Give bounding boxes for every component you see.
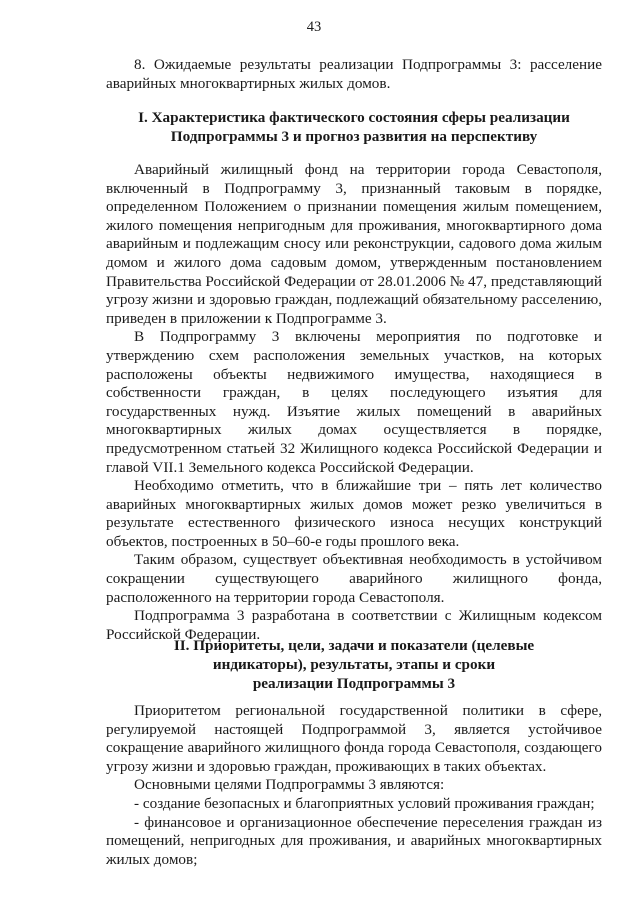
- goal-list-item: - создание безопасных и благоприятных условий проживания граждан;: [134, 794, 595, 812]
- section2-paragraph: Основными целями Подпрограммы 3 являются:: [134, 776, 445, 794]
- section1-heading: [106, 108, 602, 146]
- page-number: 43: [306, 19, 322, 35]
- section1-paragraph: Необходимо отметить, что в ближайшие три – пять лет количество аварийных многоквартирных жилых домов может резко увеличиться в результате естественного физического износа несущих конструкций объектов, построенных в 50–60-е годы прошлого века.: [106, 477, 602, 550]
- section1-body: [106, 161, 602, 644]
- goal-list-item: - финансовое и организационное обеспечение переселения граждан из помещений, непригодных для проживания, и аварийных многоквартирных жилых домов;: [106, 813, 602, 868]
- section1-paragraph: В Подпрограмму 3 включены мероприятия по подготовке и утверждению схем расположения земельных участков, на которых расположены объекты недвижимого имущества, находящиеся в собственности граждан, в целях последующего изъятия для государственных нужд. Изъятие жилых помещений в аварийных многоквартирных жилых домах осуществляется в порядке, предусмотренном статьей 32 Жилищного кодекса Российской Федерации и главой VII.1 Земельного кодекса Российской Федерации.: [106, 328, 602, 476]
- section2-body: [106, 702, 602, 869]
- section2-title-line1: II. Приоритеты, цели, задачи и показатели (целевые: [173, 637, 535, 654]
- intro-block: [106, 56, 602, 93]
- section1-title-line1: I. Характеристика фактического состояния сферы реализации: [138, 109, 570, 126]
- section1-paragraph: Подпрограмма 3 разработана в соответствии с Жилищным кодексом Российской Федерации.: [106, 607, 602, 643]
- section2-heading: [106, 636, 602, 693]
- section1-paragraph: Таким образом, существует объективная необходимость в устойчивом сокращении существующего аварийного жилищного фонда, расположенного на территории города Севастополя.: [106, 551, 602, 606]
- section1-title-line2: Подпрограммы 3 и прогноз развития на перспективу: [170, 128, 538, 145]
- section2-title-line3: реализации Подпрограммы 3: [252, 675, 456, 692]
- section1-paragraph: Аварийный жилищный фонд на территории города Севастополя, включенный в Подпрограмму 3, признанный таковым в порядке, определенном Положением о признании помещения жилым помещением, жилого помещения непригодным для проживания, многоквартирного дома аварийным и подлежащим сносу или реконструкции, садового дома жилым домом и жилого дома садовым домом, утвержденным постановлением Правительства Российской Федерации от 28.01.2006 № 47, представляющий угрозу жизни и здоровью граждан, подлежащий обязательному расселению, приведен в приложении к Подпрограмме 3.: [106, 161, 602, 327]
- intro-paragraph: 8. Ожидаемые результаты реализации Подпрограммы 3: расселение аварийных многоквартирных жилых домов.: [106, 56, 602, 92]
- section2-paragraph: Приоритетом региональной государственной политики в сфере, регулируемой настоящей Подпрограммой 3, является устойчивое сокращение аварийного жилищного фонда города Севастополя, создающего угрозу жизни и здоровью граждан, проживающих в таких объектах.: [106, 702, 602, 775]
- section2-title-line2: индикаторы), результаты, этапы и сроки: [212, 656, 496, 673]
